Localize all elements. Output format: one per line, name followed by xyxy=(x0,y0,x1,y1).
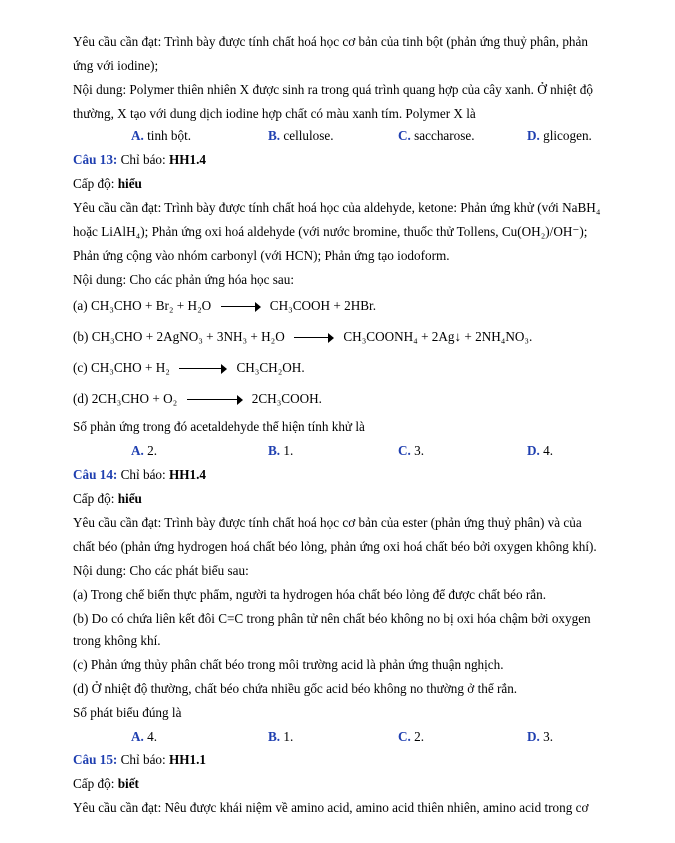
q13-requirement-line-2: hoặc LiAlH₄); Phản ứng oxi hoá aldehyde (với nước bromine, thuốc thử Tollens, Cu(OH₂)/OH⁻); xyxy=(73,224,588,239)
arrow-icon xyxy=(294,333,334,343)
q13-requirement-line-1: Yêu cầu cần đạt: Trình bày được tính chất hoá học của aldehyde, ketone: Phản ứng khử (với NaBH₄ xyxy=(73,200,601,215)
q14-stem: Số phát biểu đúng là xyxy=(73,705,182,720)
q13-level-prefix: Cấp độ: xyxy=(73,176,118,191)
q15-indicator-prefix: Chỉ báo: xyxy=(117,752,169,767)
q13-header xyxy=(73,152,206,168)
q15-requirement-line-1: Yêu cầu cần đạt: Nêu được khái niệm về amino acid, amino acid thiên nhiên, amino acid trong cơ xyxy=(73,800,589,815)
reaction-d-label: (d) xyxy=(73,391,89,406)
q14-statement-b-line-1: (b) Do có chứa liên kết đôi C=C trong phân tử nên chất béo không no bị oxi hóa chậm bởi oxygen xyxy=(73,611,591,626)
reaction-c-rhs: CH₃CH₂OH. xyxy=(236,360,305,375)
reaction-d-lhs: 2CH₃CHO + O₂ xyxy=(91,391,178,406)
q15-level-prefix: Cấp độ: xyxy=(73,776,118,791)
q13-option-b[interactable]: B. 1. xyxy=(268,443,294,458)
reaction-a-rhs: CH₃COOH + 2HBr. xyxy=(269,298,376,313)
q12-options xyxy=(0,128,675,144)
q15-header xyxy=(73,752,206,768)
q14-content-line: Nội dung: Cho các phát biểu sau: xyxy=(73,563,249,578)
q13-stem: Số phản ứng trong đó acetaldehyde thể hiện tính khử là xyxy=(73,419,365,434)
q13-level xyxy=(73,176,142,192)
q14-option-a[interactable]: A. 4. xyxy=(131,729,158,744)
q13-option-a[interactable]: A. 2. xyxy=(131,443,158,458)
q14-requirement-line-2: chất béo (phản ứng hydrogen hoá chất béo lỏng, phản ứng oxi hoá chất béo bởi oxygen không khí). xyxy=(73,539,597,554)
q15-level xyxy=(73,776,139,792)
q14-label: Câu 14: xyxy=(73,467,118,482)
q12-content-line-2: thường, X tạo với dung dịch iodine hợp chất có màu xanh tím. Polymer X là xyxy=(73,106,476,121)
reaction-c-lhs: CH₃CHO + H₂ xyxy=(90,360,170,375)
q12-option-d[interactable]: D. glicogen. xyxy=(527,128,592,143)
reaction-d xyxy=(73,390,322,408)
q14-header xyxy=(73,467,206,483)
q14-statement-b-line-2: trong không khí. xyxy=(73,633,161,648)
q13-indicator-prefix: Chỉ báo: xyxy=(117,152,169,167)
q14-level xyxy=(73,491,142,507)
q13-content-line: Nội dung: Cho các phản ứng hóa học sau: xyxy=(73,272,295,287)
q13-requirement-line-3: Phản ứng cộng vào nhóm carbonyl (với HCN); Phản ứng tạo iodoform. xyxy=(73,248,450,263)
arrow-icon xyxy=(187,395,243,405)
q14-option-d[interactable]: D. 3. xyxy=(527,729,554,744)
q12-requirement-line-2: ứng với iodine); xyxy=(73,58,159,73)
reaction-c-label: (c) xyxy=(73,360,88,375)
q14-level-prefix: Cấp độ: xyxy=(73,491,118,506)
q12-option-b[interactable]: B. cellulose. xyxy=(268,128,334,143)
q14-option-c[interactable]: C. 2. xyxy=(398,729,425,744)
q14-option-b[interactable]: B. 1. xyxy=(268,729,294,744)
q13-option-d[interactable]: D. 4. xyxy=(527,443,554,458)
q12-requirement-line-1: Yêu cầu cần đạt: Trình bày được tính chất hoá học cơ bản của tinh bột (phản ứng thuỷ phân, phản xyxy=(73,34,588,49)
q12-option-a[interactable]: A. tinh bột. xyxy=(131,128,192,143)
arrow-icon xyxy=(221,302,261,312)
q14-statement-d: (d) Ở nhiệt độ thường, chất béo chứa nhiều gốc acid béo không no thường ở thể rắn. xyxy=(73,681,518,696)
q14-indicator: HH1.4 xyxy=(168,467,206,482)
reaction-a-lhs: CH₃CHO + Br₂ + H₂O xyxy=(90,298,212,313)
arrow-icon xyxy=(179,364,227,374)
q14-statement-a: (a) Trong chế biến thực phẩm, người ta hydrogen hóa chất béo lỏng để được chất béo rắn. xyxy=(73,587,547,602)
q12-content-line-1: Nội dung: Polymer thiên nhiên X được sinh ra trong quá trình quang hợp của cây xanh. Ở nhiệt độ xyxy=(73,82,593,97)
q14-options xyxy=(0,729,675,745)
q15-level-value: biết xyxy=(117,776,139,791)
reaction-d-rhs: 2CH₃COOH. xyxy=(251,391,322,406)
q14-requirement-line-1: Yêu cầu cần đạt: Trình bày được tính chất hoá học cơ bản của ester (phản ứng thuỷ phân) và của xyxy=(73,515,582,530)
q13-label: Câu 13: xyxy=(73,152,118,167)
reaction-c xyxy=(73,359,305,377)
reaction-b-rhs: CH₃COONH₄ + 2Ag↓ + 2NH₄NO₃. xyxy=(343,329,533,344)
q13-level-value: hiểu xyxy=(117,176,142,191)
q15-label: Câu 15: xyxy=(73,752,118,767)
reaction-a xyxy=(73,297,376,315)
reaction-b-lhs: CH₃CHO + 2AgNO₃ + 3NH₃ + H₂O xyxy=(91,329,285,344)
q12-option-c[interactable]: C. saccharose. xyxy=(398,128,475,143)
reaction-b-label: (b) xyxy=(73,329,89,344)
reaction-a-label: (a) xyxy=(73,298,88,313)
q13-options xyxy=(0,443,675,459)
reaction-b xyxy=(73,328,532,346)
q13-option-c[interactable]: C. 3. xyxy=(398,443,425,458)
q14-statement-c: (c) Phản ứng thủy phân chất béo trong môi trường acid là phản ứng thuận nghịch. xyxy=(73,657,504,672)
q15-indicator: HH1.1 xyxy=(168,752,206,767)
q14-level-value: hiểu xyxy=(117,491,142,506)
q14-indicator-prefix: Chỉ báo: xyxy=(117,467,169,482)
q13-indicator: HH1.4 xyxy=(168,152,206,167)
